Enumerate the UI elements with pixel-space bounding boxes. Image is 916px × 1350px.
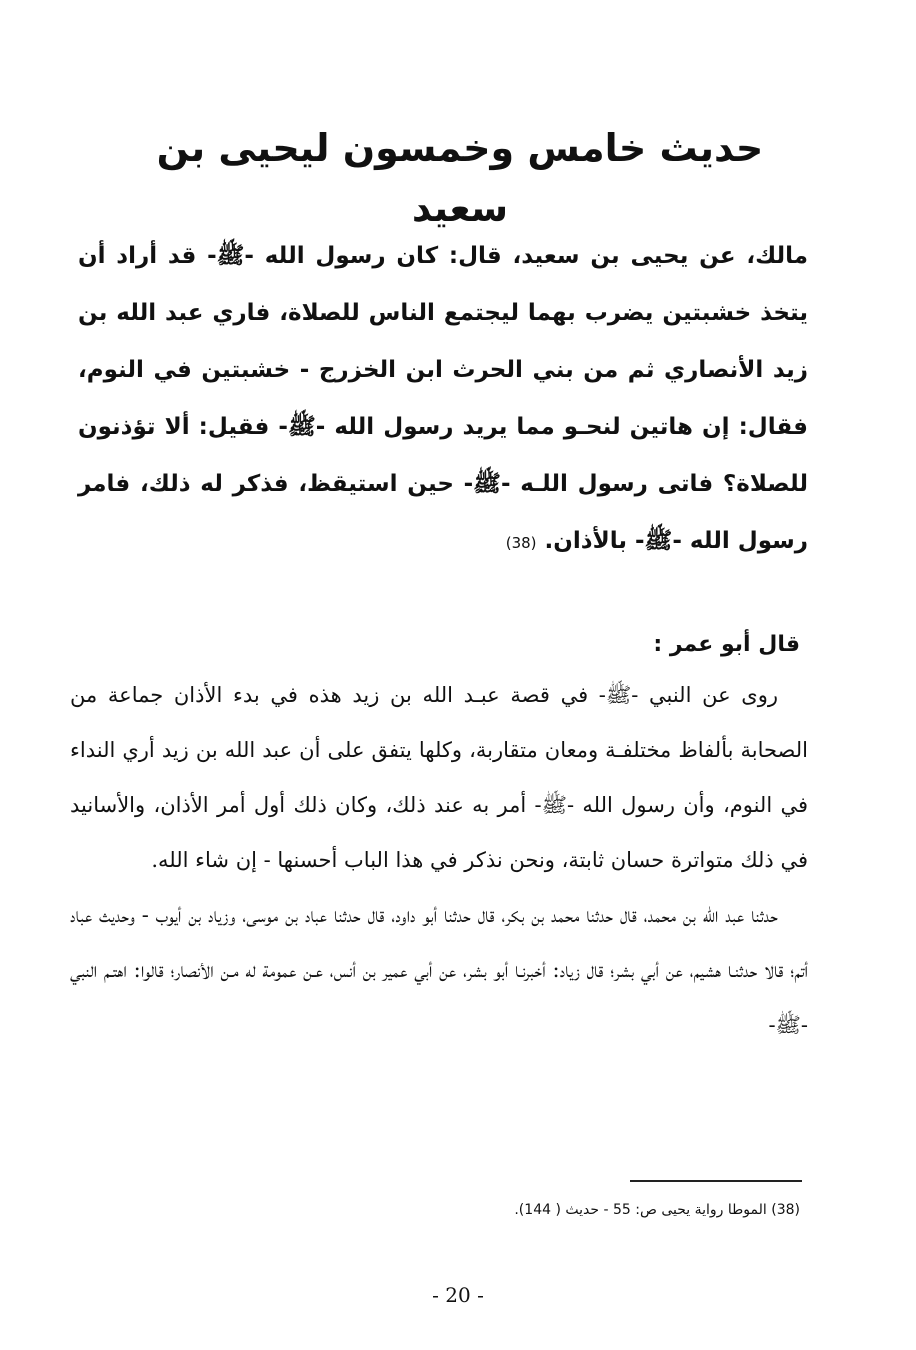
footnote-reference: (38) bbox=[505, 534, 537, 552]
footnote-divider bbox=[630, 1180, 802, 1182]
hadith-text bbox=[78, 228, 808, 572]
commentary-paragraph-2: حدثنا عبد الله بن محمد، قال حدثنا محمد بن بكر، قال حدثنا أبو داود، قال حدثنا عباد بن موسى، وزياد بن أيوب - وحديث عباد أتم؛ قالا حدثنـا هشيم، عن أبي بشر؛ قال زياد: أخبرنـا أبو بشر، عن أبي عمير بن أنس، عـن عمومة له مـن الأنصار؛ قالوا: اهتـم النبي -ﷺ- bbox=[70, 903, 808, 1037]
commentary-heading: قال أبو عمر : bbox=[653, 632, 800, 657]
commentary-body bbox=[70, 668, 808, 1053]
page-number: - 20 - bbox=[432, 1283, 484, 1307]
hadith-body: مالك، عن يحيى بن سعيد، قال: كان رسول الله -ﷺ- قد أراد أن يتخذ خشبتين يضرب بهما ليجتمع الناس للصلاة، فاري عبد الله بن زيد الأنصاري ثم من بني الحرث ابن الخزرج - خشبتين في النوم، فقال: إن هاتين لنحـو مما يريد رسول الله -ﷺ- فقيل: ألا تؤذنون للصلاة؟ فاتى رسول اللـه -ﷺ- حين استيقظ، فذكر له ذلك، فامر رسول الله -ﷺ- بالأذان. bbox=[78, 243, 808, 554]
page-title: حديث خامس وخمسون ليحيى بن سعيد bbox=[156, 126, 764, 230]
footnote-text: (38) الموطا رواية يحيى ص: 55 - حديث ( 144). bbox=[514, 1202, 800, 1218]
commentary-paragraph-1: روى عن النبي -ﷺ- في قصة عبـد الله بن زيد هذه في بدء الأذان جماعة من الصحابة بألفاظ مختلفـة ومعان متقاربة، وكلها يتفق على أن عبد الله بن زيد أري النداء في النوم، وأن رسول الله -ﷺ- أمر به عند ذلك، وكان ذلك أول أمر الأذان، والأسانيد في ذلك متواترة حسان ثابتة، ونحن نذكر في هذا الباب أحسنها - إن شاء الله. bbox=[70, 683, 808, 872]
